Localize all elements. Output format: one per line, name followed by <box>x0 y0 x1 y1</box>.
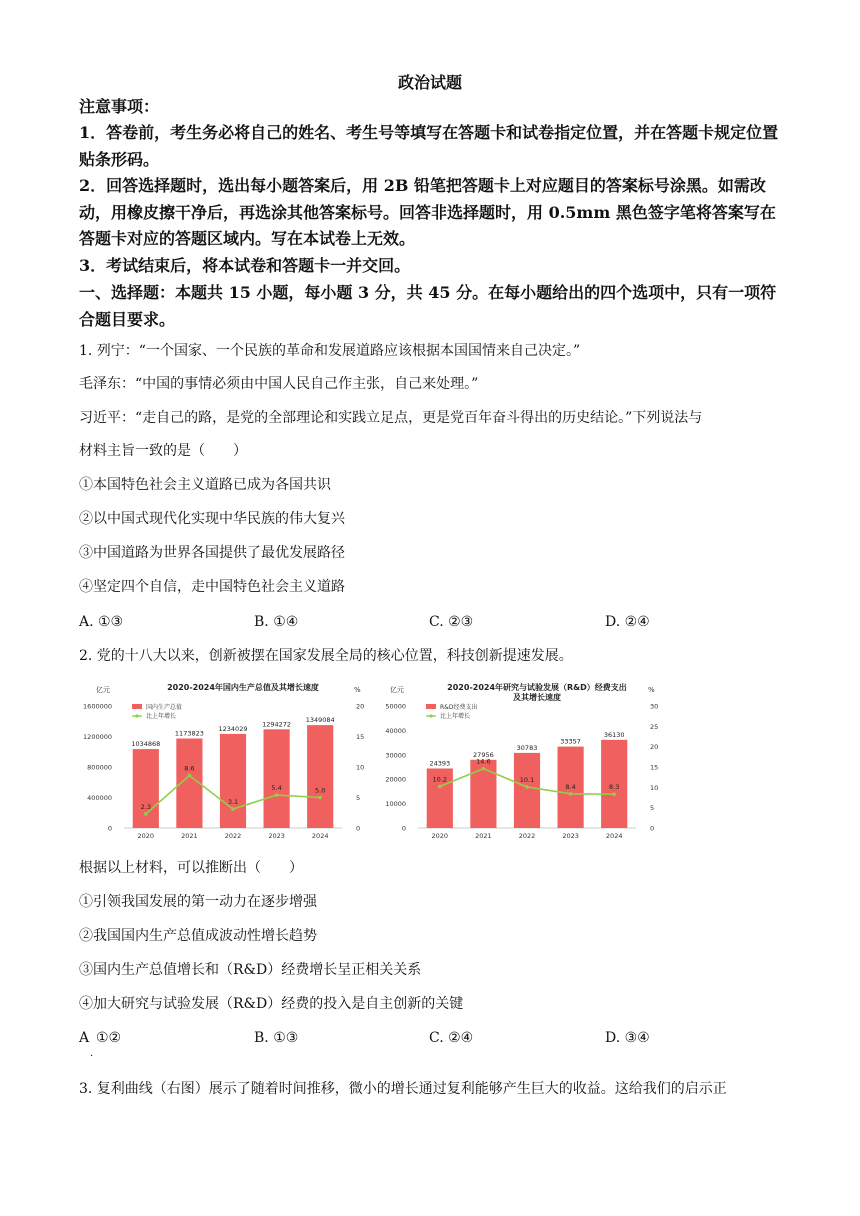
right-tick-label: 20 <box>650 743 659 752</box>
bar-value-label: 1294272 <box>262 720 292 729</box>
category-label: 2022 <box>518 832 536 840</box>
left-tick-label: 800000 <box>87 763 112 772</box>
right-tick-label: 0 <box>650 824 655 833</box>
left-tick-label: 0 <box>107 824 112 833</box>
legend-line-marker <box>135 714 138 717</box>
growth-point <box>144 812 148 816</box>
right-tick-label: 5 <box>356 794 361 802</box>
left-tick-label: 30000 <box>385 751 406 760</box>
legend-bar-label: R&D经费支出 <box>440 704 478 711</box>
q1-option-b: B. ①④ <box>254 614 299 630</box>
q2-line-1: 2. 党的十八大以来，创新被摆在国家发展全局的核心位置，科技创新提速发展。 <box>79 648 573 664</box>
category-label: 2021 <box>181 832 198 840</box>
growth-value-label: 5.0 <box>315 786 326 795</box>
left-unit-label: 亿元 <box>390 686 404 694</box>
bar <box>264 729 290 828</box>
legend-bar-swatch <box>426 704 436 709</box>
notice-item-1: 1．答卷前，考生务必将自己的姓名、考生号等填写在答题卡和试卷指定位置，并在答题卡规定位置贴条形码。 <box>79 123 779 169</box>
growth-value-label: 8.4 <box>565 782 576 791</box>
left-tick-label: 40000 <box>385 726 406 735</box>
page-title: 政治试题 <box>397 73 462 92</box>
left-tick-label: 1200000 <box>83 733 112 741</box>
growth-point <box>525 785 529 789</box>
right-tick-label: 5 <box>650 804 655 813</box>
category-label: 2023 <box>268 832 285 840</box>
right-tick-label: 15 <box>650 763 659 772</box>
q1-line-2: 毛泽东：“中国的事情必须由中国人民自己作主张，自己来处理。” <box>79 376 479 392</box>
left-tick-label: 0 <box>401 824 406 833</box>
legend-bar-label: 国内生产总值 <box>146 704 183 711</box>
rd-chart-svg <box>385 678 670 844</box>
q1-statement-4: ④坚定四个自信，走中国特色社会主义道路 <box>79 579 345 595</box>
q1-statement-1: ①本国特色社会主义道路已成为各国共识 <box>79 477 331 493</box>
bar-value-label: 27956 <box>473 750 494 759</box>
bar-value-label: 24393 <box>429 759 451 768</box>
q2-statement-3: ③国内生产总值增长和（R&D）经费增长呈正相关关系 <box>79 962 422 978</box>
growth-point <box>482 767 486 771</box>
q2-option-a-letter: A <box>79 1030 90 1046</box>
bar-value-label: 33357 <box>560 737 581 746</box>
growth-value-label: 5.4 <box>271 784 282 793</box>
q2-option-a-dot: ． <box>90 1048 100 1059</box>
right-unit-label: % <box>648 686 655 694</box>
legend-bar-swatch <box>132 704 142 709</box>
growth-value-label: 3.1 <box>227 798 239 807</box>
right-tick-label: 10 <box>356 763 365 772</box>
growth-value-label: 2.3 <box>140 802 151 811</box>
legend-line-marker <box>429 714 432 717</box>
gdp-chart <box>80 678 376 844</box>
bar-value-label: 1234029 <box>218 724 248 733</box>
notice-item-3: 3．考试结束后，将本试卷和答题卡一并交回。 <box>79 256 411 275</box>
q1-line-1: 1. 列宁：“一个国家、一个民族的革命和发展道路应该根据本国国情来自己决定。” <box>79 343 581 359</box>
category-label: 2021 <box>475 832 492 840</box>
left-tick-label: 1600000 <box>83 702 112 711</box>
growth-value-label: 14.6 <box>476 757 491 766</box>
rd-chart <box>385 678 670 844</box>
category-label: 2023 <box>562 832 579 840</box>
growth-value-label: 8.6 <box>184 764 195 773</box>
q1-option-c: C. ②③ <box>429 614 474 630</box>
bar-value-label: 1349084 <box>305 716 335 725</box>
q2-option-b: B. ①③ <box>254 1030 299 1046</box>
q2-option-c: C. ②④ <box>429 1030 474 1046</box>
growth-value-label: 10.2 <box>432 775 448 784</box>
bar <box>514 753 540 828</box>
right-tick-label: 30 <box>650 702 659 711</box>
q2-option-a-text: ①② <box>96 1030 122 1046</box>
growth-point <box>438 785 442 789</box>
growth-value-label: 10.1 <box>519 775 535 784</box>
q2-option-d: D. ③④ <box>605 1030 650 1046</box>
right-tick-label: 15 <box>356 733 365 741</box>
growth-point <box>275 793 279 797</box>
bar-value-label: 30783 <box>516 743 538 752</box>
section-heading: 一、选择题：本题共 15 小题，每小题 3 分，共 45 分。在每小题给出的四个选项中，只有一项符合题目要求。 <box>79 283 777 329</box>
bar <box>133 749 159 828</box>
notice-heading: 注意事项： <box>79 97 160 116</box>
q2-statement-1: ①引领我国发展的第一动力在逐步增强 <box>79 894 317 910</box>
q1-option-d: D. ②④ <box>605 614 650 630</box>
chart-subtitle: 及其增长速度 <box>513 693 561 702</box>
q2-after: 根据以上材料，可以推断出（ ） <box>79 860 303 876</box>
growth-value-label: 8.3 <box>609 783 620 792</box>
q1-option-a: A. ①③ <box>79 614 124 630</box>
left-tick-label: 20000 <box>385 775 406 784</box>
bar-value-label: 1173823 <box>174 729 204 738</box>
right-tick-label: 20 <box>356 702 365 711</box>
chart-title: 2020-2024年研究与试验发展（R&D）经费支出 <box>447 683 627 692</box>
bar <box>307 725 333 828</box>
category-label: 2022 <box>224 832 242 840</box>
left-tick-label: 10000 <box>385 800 406 809</box>
bar-value-label: 36130 <box>603 730 625 739</box>
left-unit-label: 亿元 <box>96 686 110 694</box>
legend-line-label: 比上年增长 <box>146 713 177 720</box>
q2-statement-4: ④加大研究与试验发展（R&D）经费的投入是自主创新的关键 <box>79 996 464 1012</box>
category-label: 2024 <box>605 832 623 840</box>
q1-line-4: 材料主旨一致的是（ ） <box>79 443 247 459</box>
right-tick-label: 10 <box>650 783 659 792</box>
growth-point <box>318 796 322 800</box>
growth-point <box>612 792 616 796</box>
gdp-chart-svg <box>80 678 376 844</box>
q1-statement-3: ③中国道路为世界各国提供了最优发展路径 <box>79 545 345 561</box>
q3-line-1: 3. 复利曲线（右图）展示了随着时间推移，微小的增长通过复利能够产生巨大的收益。这给我们的启示正 <box>79 1081 727 1097</box>
bar-value-label: 1034868 <box>131 740 161 749</box>
left-tick-label: 50000 <box>385 702 406 711</box>
q2-statement-2: ②我国国内生产总值成波动性增长趋势 <box>79 928 317 944</box>
right-unit-label: % <box>354 686 361 694</box>
legend-line-label: 比上年增长 <box>440 713 471 720</box>
category-label: 2024 <box>311 832 329 840</box>
right-tick-label: 25 <box>650 722 659 731</box>
q1-line-3: 习近平：“走自己的路，是党的全部理论和实践立足点，更是党百年奋斗得出的历史结论。”下列说法与 <box>79 410 703 426</box>
right-tick-label: 0 <box>356 824 361 833</box>
q1-statement-2: ②以中国式现代化实现中华民族的伟大复兴 <box>79 511 345 527</box>
growth-point <box>231 807 235 811</box>
bar <box>220 734 246 828</box>
chart-title: 2020-2024年国内生产总值及其增长速度 <box>167 683 319 692</box>
category-label: 2020 <box>431 832 449 840</box>
growth-point <box>188 774 192 778</box>
left-tick-label: 400000 <box>87 794 112 802</box>
notice-item-2: 2．回答选择题时，选出每小题答案后，用 2B 铅笔把答题卡上对应题目的答案标号涂黑。如需改动，用橡皮擦干净后，再选涂其他答案标号。回答非选择题时，用 0.5mm 黑色签字笔将答案写在答题卡对应的答题区域内。写在本试卷上无效。 <box>79 176 776 248</box>
category-label: 2020 <box>137 832 155 840</box>
growth-point <box>569 792 573 796</box>
